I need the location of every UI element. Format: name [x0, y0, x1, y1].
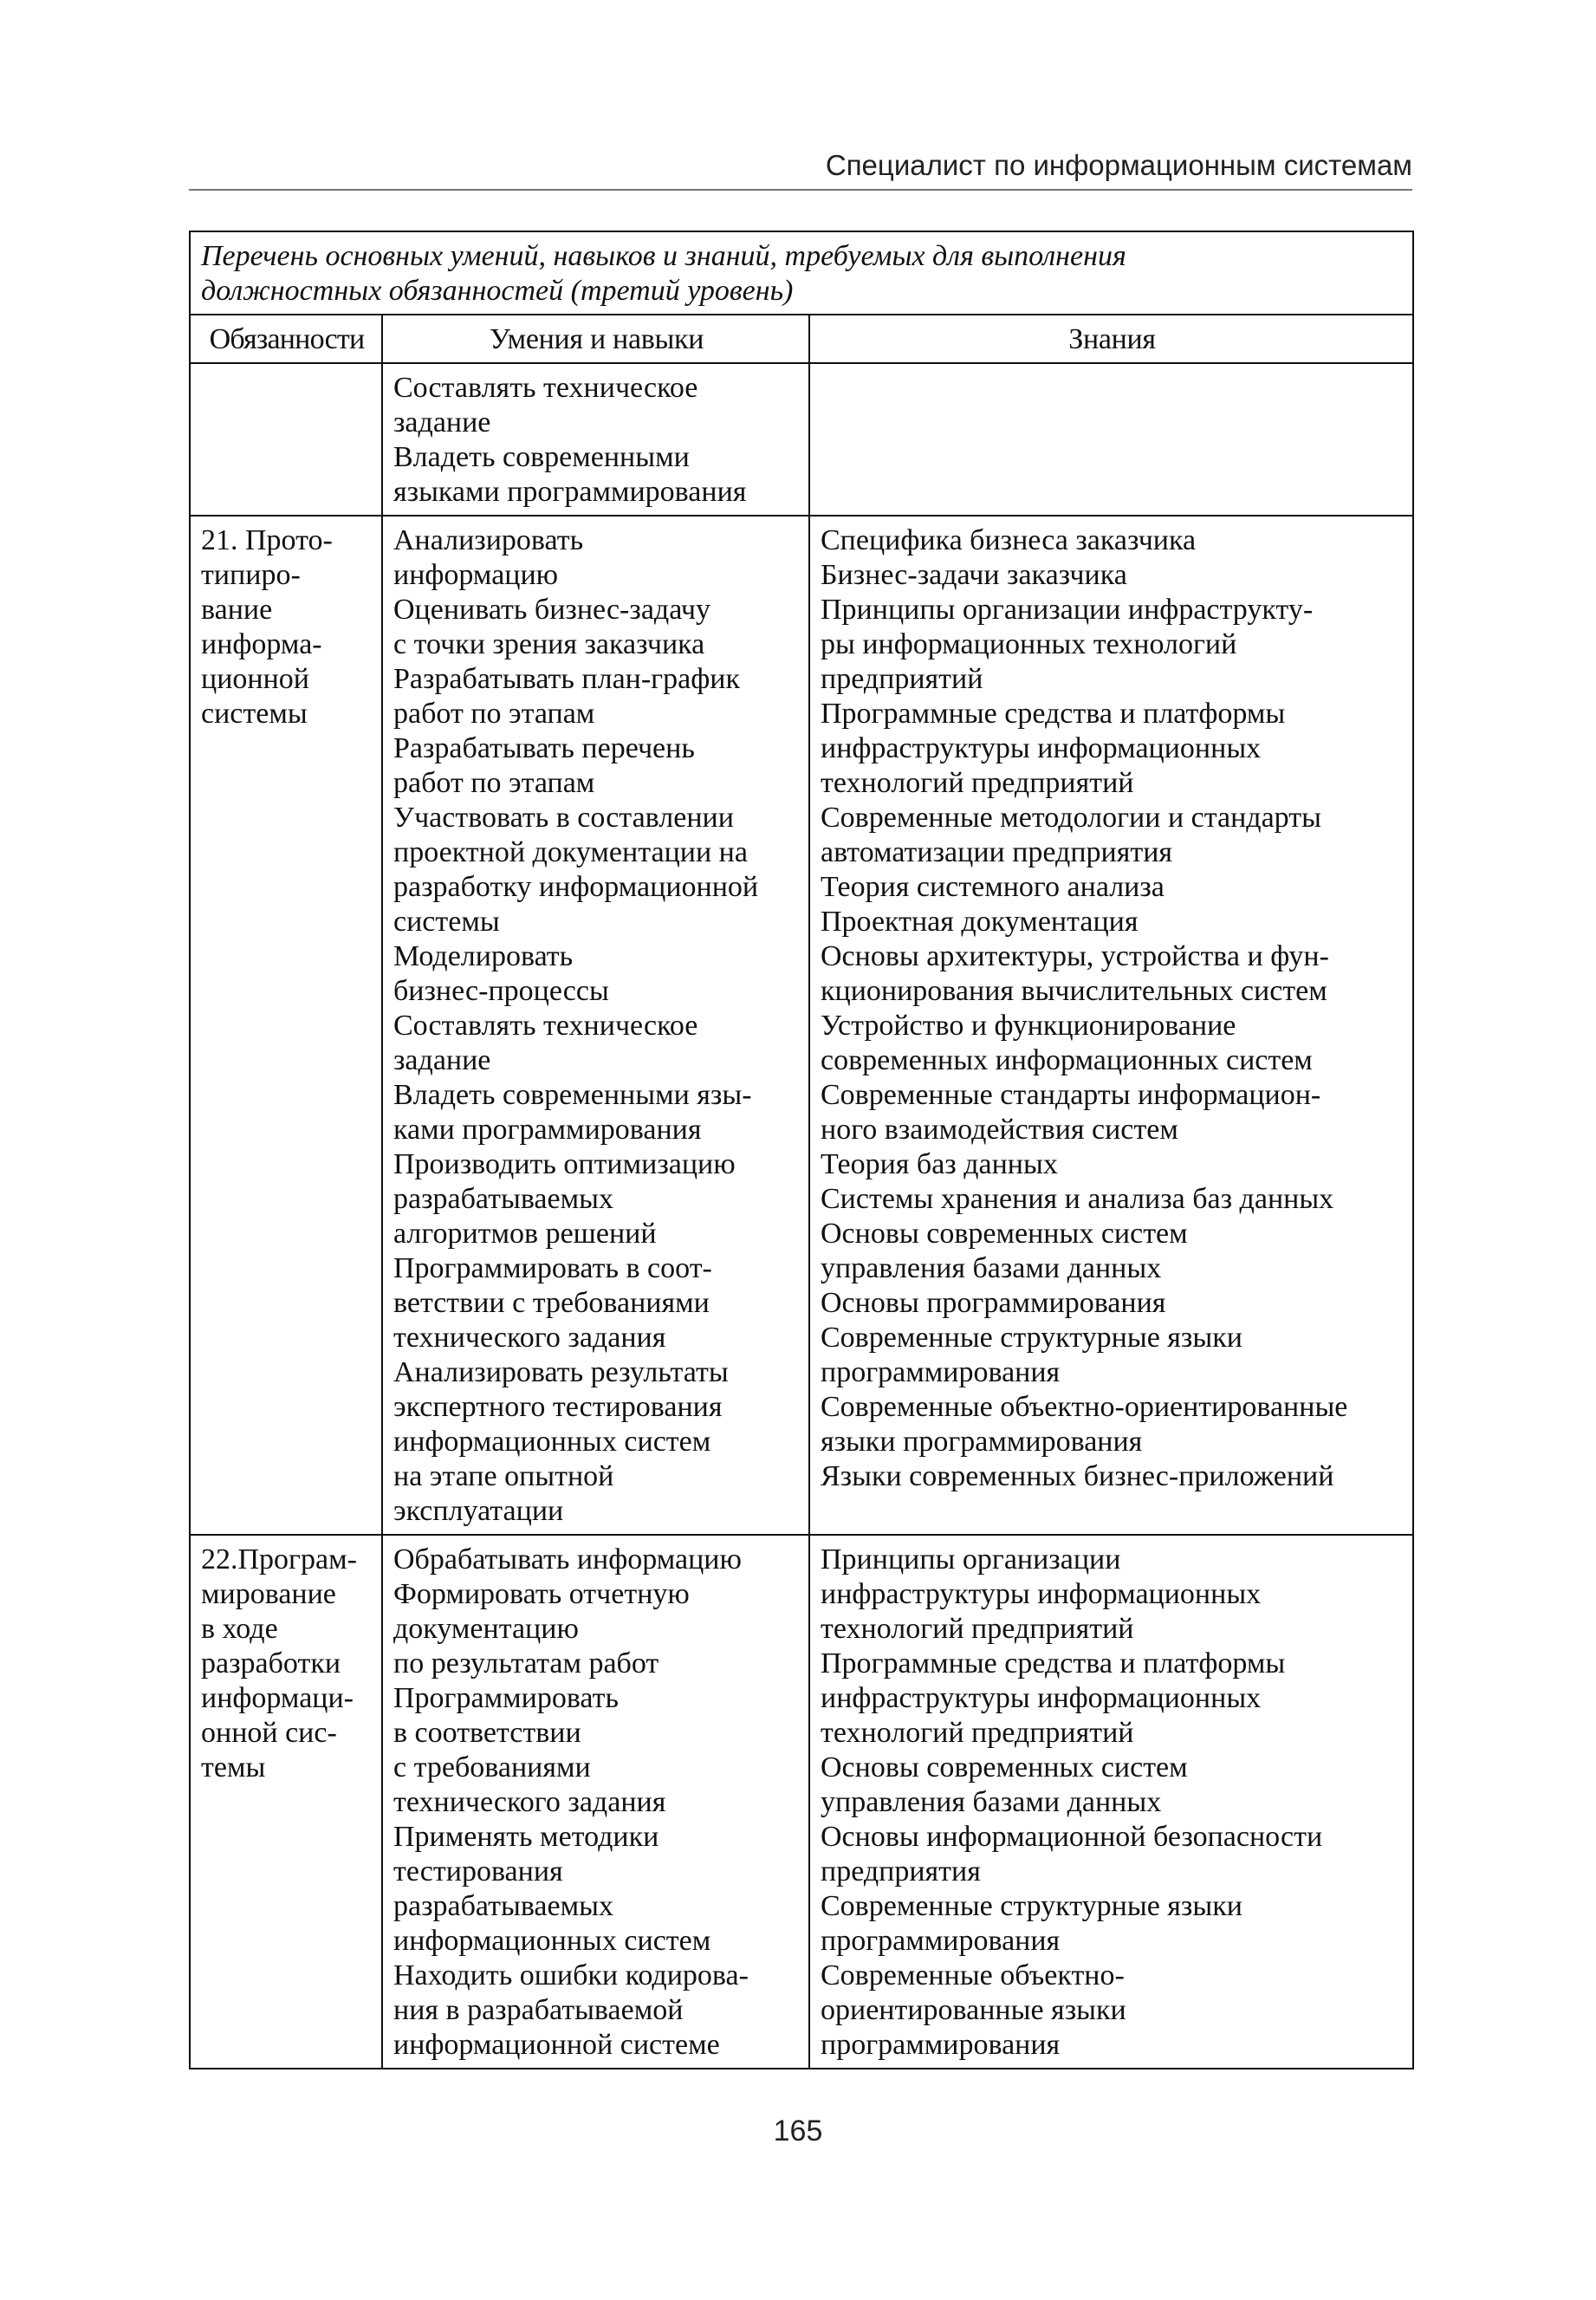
cell-line: онной сис- [201, 1717, 337, 1749]
cell-line: проектной документации на [393, 836, 748, 868]
cell-line: системы [201, 698, 308, 730]
cell-line: Принципы организации [821, 1543, 1121, 1576]
cell-line: Основы программирования [821, 1287, 1166, 1319]
cell-line: работ по этапам [393, 767, 595, 799]
competency-table [189, 231, 1414, 2069]
cell-line: Оценивать бизнес-задачу [393, 594, 711, 626]
cell-line: технологий предприятий [821, 1613, 1134, 1645]
duty-cell [190, 516, 382, 1535]
cell-line: технического задания [393, 1786, 666, 1818]
caption-line: должностных обязанностей (третий уровень) [201, 275, 794, 307]
cell-line: ками программирования [393, 1114, 702, 1146]
cell-line: Современные объектно-ориентированные [821, 1391, 1348, 1423]
cell-line: по результатам работ [393, 1647, 659, 1680]
cell-line: темы [201, 1751, 266, 1783]
skills-cell [382, 363, 809, 516]
cell-line: инфраструктуры информационных [821, 1682, 1262, 1714]
cell-line: информационных систем [393, 1925, 711, 1957]
cell-line: языками программирования [393, 476, 747, 508]
cell-line: Владеть современными [393, 441, 690, 473]
cell-line: алгоритмов решений [393, 1218, 657, 1250]
cell-line: задание [393, 406, 491, 439]
cell-line: Программировать в соот- [393, 1252, 712, 1284]
cell-line: кционирования вычислительных систем [821, 975, 1327, 1007]
cell-line: информационных систем [393, 1426, 711, 1458]
cell-line: с требованиями [393, 1751, 591, 1783]
cell-line: Устройство и функционирование [821, 1010, 1236, 1042]
cell-line: Языки современных бизнес-приложений [821, 1460, 1334, 1492]
cell-line: Современные стандарты информацион- [821, 1079, 1321, 1111]
cell-line: Владеть современными язы- [393, 1079, 752, 1111]
cell-line: Разрабатывать перечень [393, 732, 695, 764]
cell-line: бизнес-процессы [393, 975, 609, 1007]
cell-line: Составлять техническое [393, 372, 698, 404]
cell-line: с точки зрения заказчика [393, 628, 705, 660]
cell-line: Участвовать в составлении [393, 802, 734, 834]
cell-line: Бизнес-задачи заказчика [821, 559, 1127, 591]
cell-line: информа- [201, 628, 322, 660]
cell-line: системы [393, 906, 500, 938]
cell-line: автоматизации предприятия [821, 836, 1173, 868]
cell-line: Анализировать [393, 524, 584, 556]
cell-line: задание [393, 1044, 491, 1076]
running-head: Специалист по информационным системам [825, 149, 1412, 181]
cell-line: технологий предприятий [821, 767, 1134, 799]
cell-line: Современные структурные языки [821, 1890, 1242, 1922]
cell-line: разрабатываемых [393, 1183, 613, 1215]
cell-line: ры информационных технологий [821, 628, 1237, 660]
knowledge-cell [809, 1535, 1413, 2069]
cell-line: Находить ошибки кодирова- [393, 1959, 749, 1991]
cell-line: технического задания [393, 1322, 666, 1354]
cell-line: Специфика бизнеса заказчика [821, 524, 1197, 556]
skills-cell [382, 516, 809, 1535]
cell-line: Современные методологии и стандарты [821, 802, 1321, 834]
column-header-skills: Умения и навыки [382, 315, 809, 363]
cell-line: ционной [201, 663, 309, 695]
knowledge-cell [809, 363, 1413, 516]
cell-line: эксплуатации [393, 1495, 564, 1527]
page-number: 165 [773, 2115, 823, 2147]
duty-cell [190, 363, 382, 516]
cell-line: Системы хранения и анализа баз данных [821, 1183, 1334, 1215]
column-header-knowledge: Знания [809, 315, 1413, 363]
cell-line: Теория системного анализа [821, 871, 1165, 903]
cell-line: в соответствии [393, 1717, 581, 1749]
cell-line: работ по этапам [393, 698, 595, 730]
cell-line: инфраструктуры информационных [821, 732, 1262, 764]
caption-line: Перечень основных умений, навыков и знаний, требуемых для выполнения [201, 240, 1126, 272]
cell-line: языки программирования [821, 1426, 1143, 1458]
cell-line: 21. Прото- [201, 524, 333, 556]
cell-line: Программировать [393, 1682, 619, 1714]
cell-line: Современные объектно- [821, 1959, 1125, 1991]
table-row [190, 363, 1413, 516]
cell-line: предприятия [821, 1855, 981, 1887]
cell-line: программирования [821, 2029, 1061, 2061]
cell-line: документацию [393, 1613, 579, 1645]
table-caption [190, 231, 1413, 315]
cell-line: современных информационных систем [821, 1044, 1313, 1076]
cell-line: 22.Програм- [201, 1543, 357, 1576]
cell-line: Разрабатывать план-график [393, 663, 740, 695]
cell-line: ветствии с требованиями [393, 1287, 710, 1319]
table-row [190, 1535, 1413, 2069]
cell-line: тестирования [393, 1855, 563, 1887]
cell-line: информаци- [201, 1682, 354, 1714]
cell-line: разрабатываемых [393, 1890, 613, 1922]
cell-line: экспертного тестирования [393, 1391, 723, 1423]
column-header-duties: Обязанности [190, 315, 382, 363]
cell-line: Обрабатывать информацию [393, 1543, 742, 1576]
cell-line: в ходе [201, 1613, 278, 1645]
knowledge-cell [809, 516, 1413, 1535]
cell-line: Программные средства и платформы [821, 1647, 1286, 1680]
cell-line: программирования [821, 1356, 1061, 1388]
cell-line: Программные средства и платформы [821, 698, 1286, 730]
cell-line: Теория баз данных [821, 1148, 1058, 1180]
cell-line: разработку информационной [393, 871, 759, 903]
cell-line: Моделировать [393, 940, 574, 972]
cell-line: Применять методики [393, 1821, 659, 1853]
cell-line: программирования [821, 1925, 1061, 1957]
cell-line: ориентированные языки [821, 1994, 1126, 2026]
cell-line: ния в разрабатываемой [393, 1994, 684, 2026]
duty-cell [190, 1535, 382, 2069]
cell-line: Основы архитектуры, устройства и фун- [821, 940, 1329, 972]
cell-line: Современные структурные языки [821, 1322, 1242, 1354]
cell-line: на этапе опытной [393, 1460, 614, 1492]
cell-line: Принципы организации инфраструкту- [821, 594, 1314, 626]
cell-line: Формировать отчетную [393, 1578, 690, 1610]
cell-line: предприятий [821, 663, 983, 695]
cell-line: Проектная документация [821, 906, 1139, 938]
cell-line: информацию [393, 559, 559, 591]
cell-line: Основы информационной безопасности [821, 1821, 1323, 1853]
cell-line: ного взаимодействия систем [821, 1114, 1178, 1146]
table-body [190, 363, 1413, 2069]
cell-line: Основы современных систем [821, 1751, 1188, 1783]
cell-line: Основы современных систем [821, 1218, 1188, 1250]
cell-line: типиро- [201, 559, 301, 591]
cell-line: Составлять техническое [393, 1010, 698, 1042]
table-row [190, 516, 1413, 1535]
cell-line: мирование [201, 1578, 336, 1610]
cell-line: информационной системе [393, 2029, 720, 2061]
cell-line: Производить оптимизацию [393, 1148, 736, 1180]
cell-line: управления базами данных [821, 1252, 1162, 1284]
skills-cell [382, 1535, 809, 2069]
cell-line: Анализировать результаты [393, 1356, 729, 1388]
cell-line: технологий предприятий [821, 1717, 1134, 1749]
cell-line: вание [201, 594, 273, 626]
header-rule [189, 189, 1412, 191]
cell-line: инфраструктуры информационных [821, 1578, 1262, 1610]
cell-line: разработки [201, 1647, 341, 1680]
cell-line: управления базами данных [821, 1786, 1162, 1818]
